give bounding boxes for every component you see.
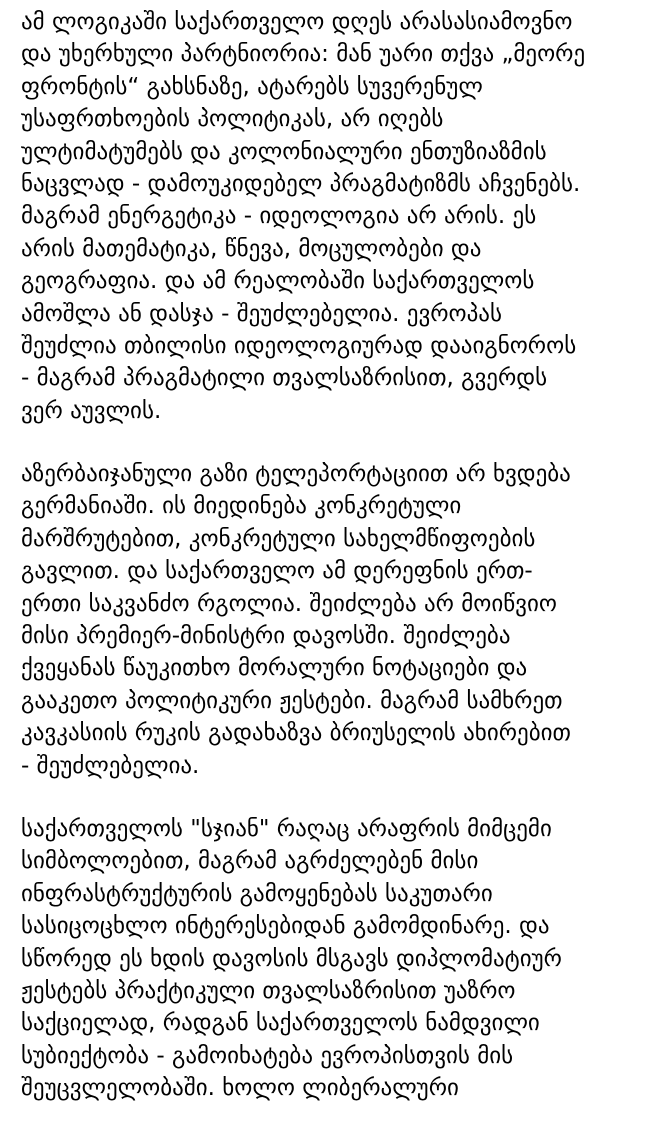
text-line: ფრონტის“ გახსნაზე, ატარებს სუვერენულ [21, 73, 483, 100]
text-line: საქართველოს "სჯიან" რაღაც არაფრის მიმცემი [21, 815, 552, 842]
text-line: მისი პრემიერ-მინისტრი დავოსში. შეიძლება [21, 623, 511, 650]
text-line: ჟესტებს პრაქტიკული თვალსაზრისით უაზრო [21, 977, 516, 1004]
text-line: საქციელად, რადგან საქართველოს ნამდვილი [21, 1010, 540, 1037]
text-line: მარშრუტებით, კონკრეტული სახელმწიფოების [21, 525, 536, 552]
text-line: ვერ აუვლის. [21, 397, 162, 424]
paragraph-3 [21, 813, 646, 1105]
text-line: - შეუძლებელია. [21, 752, 200, 779]
article-text [21, 6, 646, 1136]
text-line: სასიცოცხლო ინტერესებიდან გამომდინარე. და [21, 913, 550, 940]
text-line: და უხერხული პარტნიორია: მან უარი თქვა „მეორე [21, 41, 586, 68]
paragraph-2 [21, 458, 646, 782]
text-line: ამ ლოგიკაში საქართველო დღეს არასასიამოვნო [21, 9, 573, 35]
text-line: უსაფრთხოების პოლიტიკას, არ იღებს [21, 106, 444, 133]
text-line: შეუძლია თბილისი იდეოლოგიურად დააიგნოროს [21, 332, 577, 359]
text-line: სიმბოლოებით, მაგრამ აგრძელებენ მისი [21, 848, 479, 875]
text-line: გეოგრაფია. და ამ რეალობაში საქართველოს [21, 268, 535, 295]
text-line: - მაგრამ პრაგმატილი თვალსაზრისით, გვერდს [21, 365, 548, 392]
text-line: ერთი საკვანძო რგოლია. შეიძლება არ მოიწვიო [21, 590, 557, 617]
text-line: ამოშლა ან დასჯა - შეუძლებელია. ევროპას [21, 300, 503, 327]
text-line: გავლით. და საქართველო ამ დერეფნის ერთ- [21, 558, 533, 585]
paragraph-1 [21, 6, 646, 427]
text-line: კავკასიის რუკის გადახაზვა ბრიუსელის ახირებით [21, 720, 571, 747]
text-line: შეუცვლელობაში. ხოლო ლიბერალური [21, 1075, 459, 1102]
text-line: ქვეყანას წაუკითხო მორალური ნოტაციები და [21, 655, 528, 682]
text-line: აზერბაიჯანული გაზი ტელეპორტაციით არ ხვდება [21, 461, 571, 488]
text-line: სწორედ ეს ხდის დავოსის მსგავს დიპლომატიურ [21, 945, 562, 972]
text-line: გერმანიაში. ის მიედინება კონკრეტული [21, 493, 462, 520]
text-line: გააკეთო პოლიტიკური ჟესტები. მაგრამ სამხრეთ [21, 687, 563, 714]
text-line: არის მათემატიკა, წნევა, მოცულობები და [21, 235, 482, 262]
text-line: ინფრასტრუქტურის გამოყენებას საკუთარი [21, 880, 493, 907]
text-line: სუბიექტობა - გამოიხატება ევროპისთვის მის [21, 1042, 514, 1069]
text-line: ნაცვლად - დამოუკიდებელ პრაგმატიზმს აჩვენებს. [21, 170, 581, 197]
text-line: მაგრამ ენერგეტიკა - იდეოლოგია არ არის. ეს [21, 203, 537, 230]
text-line: ულტიმატუმებს და კოლონიალური ენთუზიაზმის [21, 138, 547, 165]
